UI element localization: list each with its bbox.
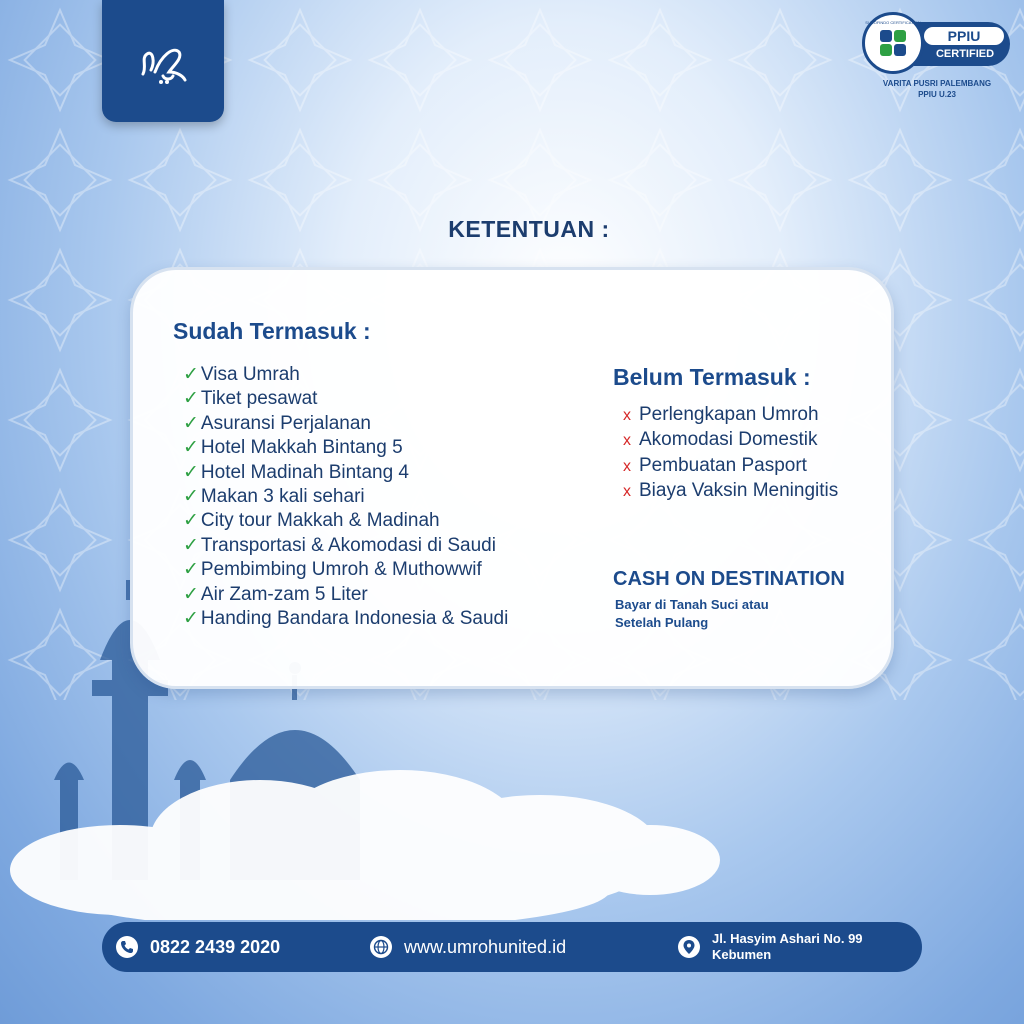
list-item-label: City tour Makkah & Madinah bbox=[200, 510, 440, 532]
website-url: www.umrohunited.id bbox=[404, 936, 567, 957]
excluded-heading: Belum Termasuk : bbox=[613, 364, 811, 390]
list-item-label: Asuransi Perjalanan bbox=[200, 412, 371, 434]
list-item-label: Transportasi & Akomodasi di Saudi bbox=[200, 534, 496, 556]
ppiu-certified-badge bbox=[862, 10, 1012, 105]
check-icon: ✓ bbox=[183, 510, 199, 532]
check-icon: ✓ bbox=[183, 559, 199, 581]
list-item bbox=[623, 403, 838, 428]
brand-logo bbox=[102, 0, 224, 122]
address-line2: Kebumen bbox=[712, 947, 772, 962]
phone-number: 0822 2439 2020 bbox=[150, 936, 281, 957]
list-item-label: Pembimbing Umroh & Muthowwif bbox=[200, 559, 482, 581]
address-line1: Jl. Hasyim Ashari No. 99 bbox=[712, 931, 863, 946]
cod-line1: Bayar di Tanah Suci atau bbox=[615, 597, 769, 612]
check-icon: ✓ bbox=[183, 534, 199, 556]
check-icon: ✓ bbox=[183, 608, 199, 630]
cod-line2: Setelah Pulang bbox=[615, 615, 709, 630]
list-item-label: Perlengkapan Umroh bbox=[639, 404, 819, 425]
page-title: KETENTUAN : bbox=[448, 216, 610, 242]
check-icon: ✓ bbox=[183, 461, 199, 483]
globe-icon bbox=[370, 936, 392, 958]
cross-icon: x bbox=[623, 483, 631, 501]
list-item-label: Biaya Vaksin Meningitis bbox=[639, 480, 839, 502]
check-icon: ✓ bbox=[183, 388, 199, 410]
clouds bbox=[0, 760, 1024, 920]
badge-caption-line1: VARITA PUSRI PALEMBANG bbox=[882, 79, 992, 88]
list-item-label: Akomodasi Domestik bbox=[639, 429, 818, 451]
cross-icon: x bbox=[623, 432, 631, 450]
seal-ring-text: SUCOFINDO CERTIFICATION bbox=[865, 20, 921, 25]
website-link[interactable] bbox=[370, 922, 566, 972]
cross-icon: x bbox=[623, 457, 631, 475]
list-item-label: Handing Bandara Indonesia & Saudi bbox=[200, 608, 509, 630]
list-item bbox=[183, 485, 508, 509]
list-item-label: Pembuatan Pasport bbox=[639, 454, 807, 476]
cross-icon: x bbox=[623, 407, 631, 424]
check-icon: ✓ bbox=[183, 486, 199, 508]
list-item bbox=[183, 387, 508, 411]
list-item bbox=[183, 363, 508, 387]
badge-pill bbox=[914, 22, 1010, 66]
cod-title: CASH ON DESTINATION bbox=[613, 568, 845, 590]
included-list bbox=[183, 363, 508, 631]
certification-seal bbox=[862, 12, 924, 74]
check-icon: ✓ bbox=[183, 412, 199, 434]
list-item bbox=[183, 436, 508, 460]
badge-subtitle: CERTIFIED bbox=[935, 48, 995, 60]
list-item bbox=[183, 509, 508, 533]
list-item bbox=[623, 454, 838, 479]
list-item bbox=[183, 607, 508, 631]
seal-emblem-icon bbox=[876, 26, 910, 60]
location-pin-icon bbox=[678, 936, 700, 958]
badge-title: PPIU bbox=[924, 27, 1004, 45]
phone-contact[interactable] bbox=[116, 922, 280, 972]
list-item-label: Hotel Madinah Bintang 4 bbox=[200, 461, 410, 483]
contact-footer bbox=[102, 922, 922, 972]
terms-card bbox=[130, 267, 894, 689]
badge-caption bbox=[864, 78, 1010, 100]
excluded-list bbox=[623, 403, 838, 505]
list-item-label: Hotel Makkah Bintang 5 bbox=[200, 437, 403, 459]
list-item bbox=[623, 428, 838, 453]
cod-description bbox=[615, 596, 835, 632]
check-icon: ✓ bbox=[183, 583, 199, 605]
list-item-label: Visa Umrah bbox=[200, 364, 300, 385]
included-heading: Sudah Termasuk : bbox=[173, 318, 371, 344]
address-contact[interactable] bbox=[678, 922, 863, 972]
calligraphy-logo-icon bbox=[133, 36, 193, 86]
list-item-label: Air Zam-zam 5 Liter bbox=[200, 583, 368, 605]
check-icon: ✓ bbox=[183, 364, 199, 385]
list-item bbox=[623, 479, 838, 504]
check-icon: ✓ bbox=[183, 437, 199, 459]
list-item bbox=[183, 534, 508, 558]
list-item bbox=[183, 412, 508, 436]
list-item bbox=[183, 558, 508, 582]
list-item-label: Makan 3 kali sehari bbox=[200, 486, 365, 508]
address-text bbox=[712, 931, 863, 963]
badge-caption-line2: PPIU U.23 bbox=[918, 90, 956, 99]
phone-icon bbox=[116, 936, 138, 958]
list-item bbox=[183, 461, 508, 485]
list-item-label: Tiket pesawat bbox=[200, 388, 318, 410]
list-item bbox=[183, 583, 508, 607]
